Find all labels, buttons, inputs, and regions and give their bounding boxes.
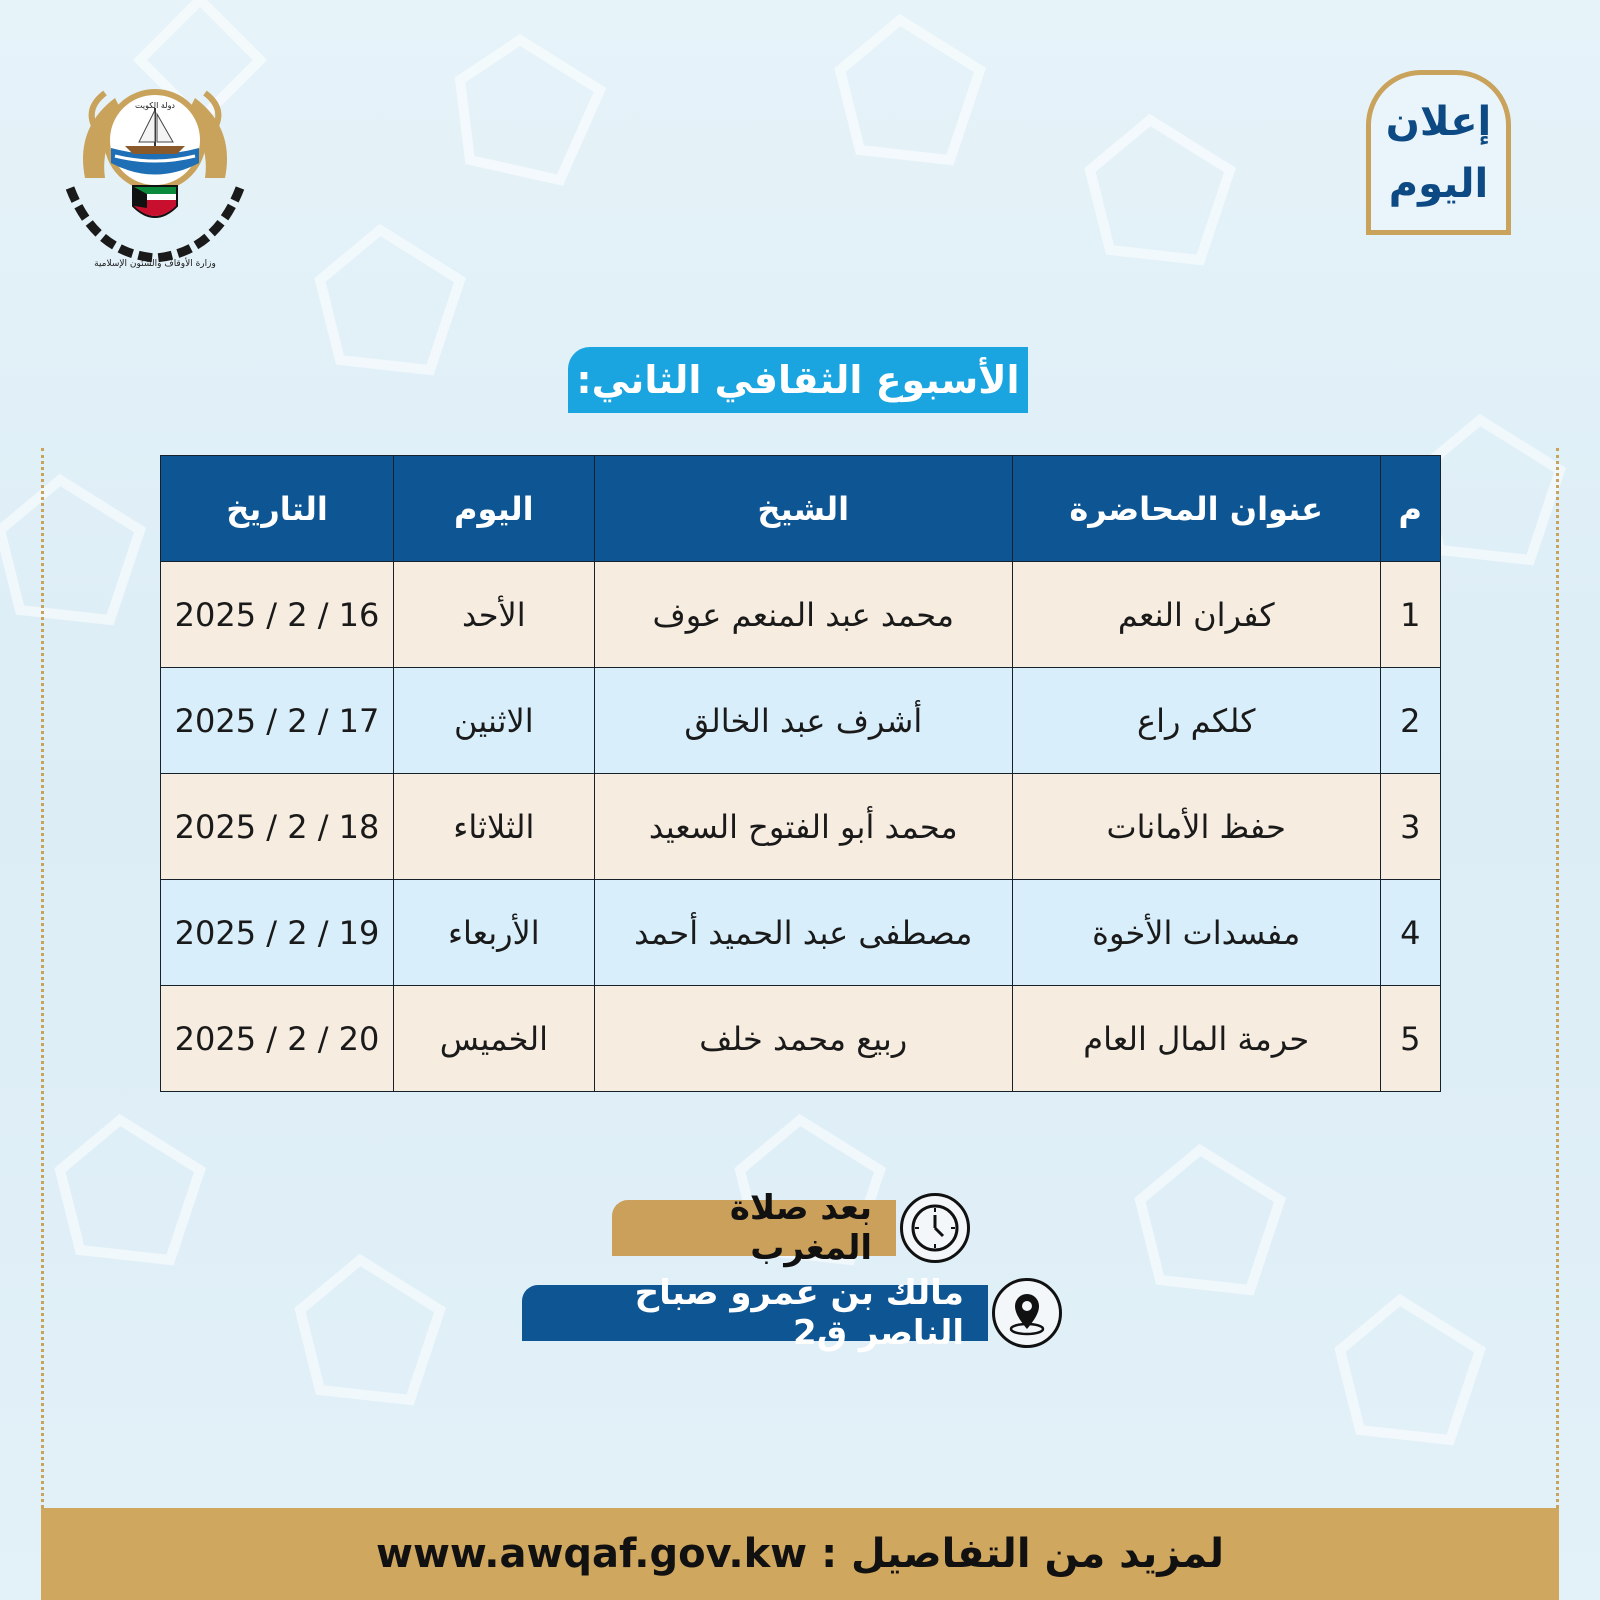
cell-sheikh: محمد أبو الفتوح السعيد bbox=[594, 774, 1012, 880]
ministry-logo bbox=[55, 68, 255, 268]
cell-sheikh: أشرف عبد الخالق bbox=[594, 668, 1012, 774]
cell-title: كفران النعم bbox=[1012, 562, 1380, 668]
logo-top-text: دولة الكويت bbox=[135, 101, 175, 110]
page-title: الأسبوع الثقافي الثاني: bbox=[568, 347, 1028, 413]
cell-date: 2025 / 2 / 18 bbox=[161, 774, 394, 880]
cell-num: 1 bbox=[1380, 562, 1440, 668]
cell-sheikh: محمد عبد المنعم عوف bbox=[594, 562, 1012, 668]
cell-num: 5 bbox=[1380, 986, 1440, 1092]
clock-icon bbox=[900, 1193, 970, 1263]
cell-sheikh: مصطفى عبد الحميد أحمد bbox=[594, 880, 1012, 986]
cell-date: 2025 / 2 / 17 bbox=[161, 668, 394, 774]
cell-day: الثلاثاء bbox=[394, 774, 595, 880]
cell-date: 2025 / 2 / 19 bbox=[161, 880, 394, 986]
cell-date: 2025 / 2 / 16 bbox=[161, 562, 394, 668]
table-row bbox=[161, 986, 1441, 1092]
footer-website-text[interactable]: لمزيد من التفاصيل : www.awqaf.gov.kw bbox=[375, 1531, 1224, 1577]
table-header-row bbox=[161, 456, 1441, 562]
badge-line-1: إعلان bbox=[1385, 98, 1492, 145]
cell-day: الخميس bbox=[394, 986, 595, 1092]
table-row bbox=[161, 668, 1441, 774]
cell-day: الاثنين bbox=[394, 668, 595, 774]
left-dotted-border bbox=[41, 448, 44, 1508]
cell-day: الأحد bbox=[394, 562, 595, 668]
cell-num: 3 bbox=[1380, 774, 1440, 880]
footer-bar bbox=[41, 1508, 1559, 1600]
cell-title: كلكم راع bbox=[1012, 668, 1380, 774]
header-day: اليوم bbox=[394, 456, 595, 562]
cell-sheikh: ربيع محمد خلف bbox=[594, 986, 1012, 1092]
cell-date: 2025 / 2 / 20 bbox=[161, 986, 394, 1092]
cell-num: 2 bbox=[1380, 668, 1440, 774]
announcement-badge bbox=[1366, 70, 1511, 235]
table-row bbox=[161, 774, 1441, 880]
cell-title: مفسدات الأخوة bbox=[1012, 880, 1380, 986]
header-date: التاريخ bbox=[161, 456, 394, 562]
cell-title: حرمة المال العام bbox=[1012, 986, 1380, 1092]
badge-line-2: اليوم bbox=[1388, 160, 1489, 207]
logo-caption-text: وزارة الأوقاف والشئون الإسلامية bbox=[94, 259, 216, 268]
header-sheikh: الشيخ bbox=[594, 456, 1012, 562]
cell-title: حفظ الأمانات bbox=[1012, 774, 1380, 880]
location-pin-icon bbox=[992, 1278, 1062, 1348]
location-info bbox=[522, 1273, 1062, 1353]
table-row bbox=[161, 880, 1441, 986]
cell-num: 4 bbox=[1380, 880, 1440, 986]
header-num: م bbox=[1380, 456, 1440, 562]
time-label: بعد صلاة المغرب bbox=[612, 1200, 896, 1256]
time-info bbox=[612, 1188, 970, 1268]
location-label: مالك بن عمرو صباح الناصر ق2 bbox=[522, 1285, 988, 1341]
right-dotted-border bbox=[1556, 448, 1559, 1508]
cell-day: الأربعاء bbox=[394, 880, 595, 986]
table-row bbox=[161, 562, 1441, 668]
header-title: عنوان المحاضرة bbox=[1012, 456, 1380, 562]
lecture-schedule-table bbox=[160, 455, 1441, 1092]
